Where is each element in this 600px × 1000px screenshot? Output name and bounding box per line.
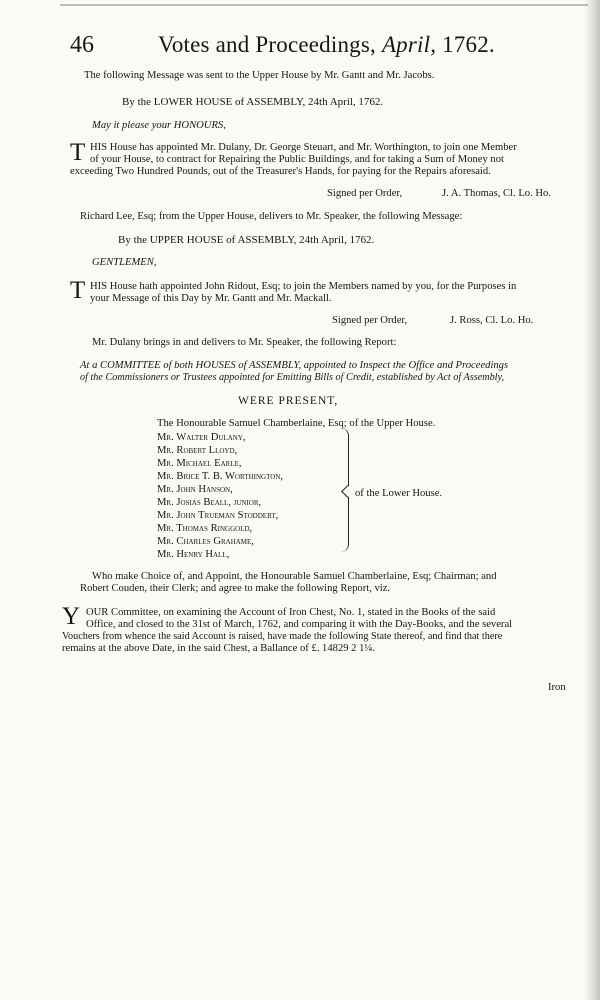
upper-message-line-2: your Message of this Day by Mr. Gantt and Mr. Mackall. [90,293,332,304]
message-line-3: exceeding Two Hundred Pounds, out of the Treasurer's Hands, for paying for the Repairs aforesaid. [70,166,491,177]
report-line-3: Vouchers from whence the said Account is raised, have made the following State thereof, and find that there [62,631,503,642]
committee-heading-1: At a COMMITTEE of both HOUSES of ASSEMBLY, appointed to Inspect the Office and Proceedings [80,360,509,371]
report-line-1: OUR Committee, on examining the Account of Iron Chest, No. 1, stated in the Books of the said [86,607,496,618]
member-entry: Mr. Henry Hall, [157,549,230,560]
page-number: 46 [70,32,94,58]
member-entry: Mr. Josias Beall, junior, [157,497,262,508]
drop-cap-y: Y [62,603,81,630]
upper-message-line-1: HIS House hath appointed John Ridout, Esq; to join the Members named by you, for the Purposes in [90,281,517,292]
message-line-1: HIS House has appointed Mr. Dulany, Dr. George Steuart, and Mr. Worthington, to join one Member [90,142,517,153]
were-present-heading: WERE PRESENT, [238,395,339,407]
clerk-signature-2: J. Ross, Cl. Lo. Ho. [450,315,534,326]
page-top-rule [60,4,588,6]
drop-cap-t-1: T [70,139,86,166]
lower-house-label: of the Lower House. [355,488,443,499]
dulany-report-line: Mr. Dulany brings in and delivers to Mr. Speaker, the following Report: [92,337,397,348]
title-month: April, [381,32,437,57]
salutation-gentlemen: GENTLEMEN, [92,257,157,268]
message-intro: The following Message was sent to the Upper House by Mr. Gantt and Mr. Jacobs. [84,70,435,81]
chairman-line-1: Who make Choice of, and Appoint, the Honourable Samuel Chamberlaine, Esq; Chairman; and [92,571,497,582]
member-entry: Mr. John Hanson, [157,484,233,495]
richard-lee-line: Richard Lee, Esq; from the Upper House, delivers to Mr. Speaker, the following Message: [80,211,463,222]
signed-per-order-2: Signed per Order, [332,315,408,326]
signed-per-order-1: Signed per Order, [327,188,403,199]
chamberlaine-upper-house: The Honourable Samuel Chamberlaine, Esq; of the Upper House. [157,418,436,429]
chairman-line-2: Robert Couden, their Clerk; and agree to make the following Report, viz. [80,583,391,594]
lower-house-heading: By the LOWER HOUSE of ASSEMBLY, 24th April, 1762. [122,96,384,108]
member-entry: Mr. Charles Grahame, [157,536,254,547]
report-line-2: Office, and closed to the 31st of March, 1762, and comparing it with the Day-Books, and the several [86,619,513,630]
member-entry: Mr. Brice T. B. Worthington, [157,471,283,482]
member-entry: Mr. Thomas Ringgold, [157,523,253,534]
salutation-honours: May it please your HONOURS, [92,120,226,131]
page-edge-shadow [584,0,600,1000]
upper-house-heading: By the UPPER HOUSE of ASSEMBLY, 24th April, 1762. [118,234,375,246]
member-entry: Mr. Robert Lloyd, [157,445,238,456]
report-line-4: remains at the above Date, in the said Chest, a Ballance of £. 14829 2 1¼. [62,643,376,654]
clerk-signature-1: J. A. Thomas, Cl. Lo. Ho. [442,188,551,199]
title-year: 1762. [442,32,495,57]
catchword: Iron [548,682,566,693]
committee-heading-2: of the Commissioners or Trustees appointed for Emitting Bills of Credit, established by Act of Assembly, [80,372,505,383]
member-entry: Mr. Walter Dulany, [157,432,246,443]
page-title [158,32,495,58]
member-entry: Mr. John Trueman Stoddert, [157,510,279,521]
member-entry: Mr. Michael Earle, [157,458,242,469]
message-line-2: of your House, to contract for Repairing the Public Buildings, and for taking a Sum of Money not [90,154,504,165]
drop-cap-t-2: T [70,277,86,304]
title-prefix: Votes and Proceedings, [158,32,376,57]
